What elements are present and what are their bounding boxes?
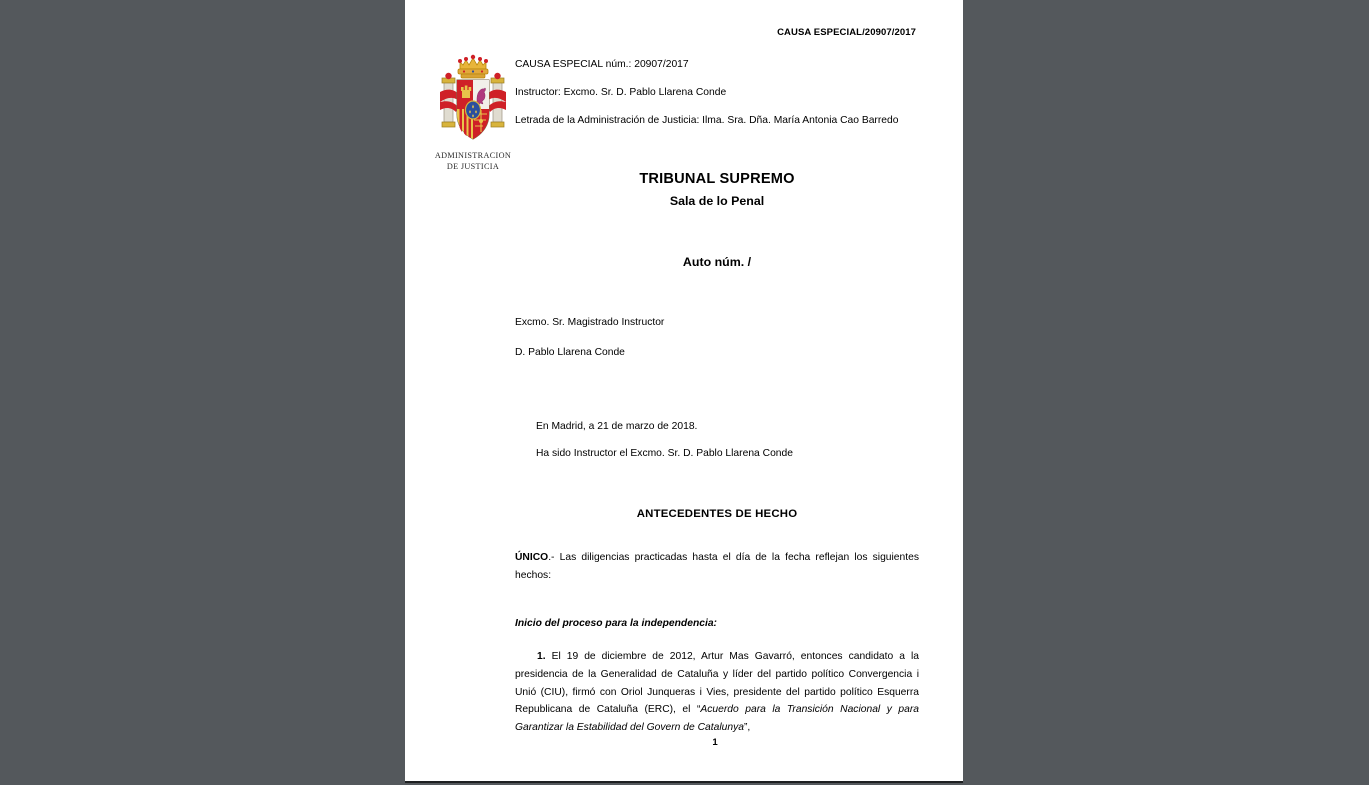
emblem-caption: [423, 151, 523, 172]
paragraph-1-text-part2: ”,: [743, 722, 751, 734]
emblem-caption-line2: DE JUSTICIA: [446, 161, 500, 171]
place-and-date: En Madrid, a 21 de marzo de 2018.: [536, 420, 698, 432]
emblem-caption-line1: ADMINISTRACION: [434, 151, 512, 160]
clerk-line: Letrada de la Administración de Justicia: Ilma. Sra. Dña. María Antonia Cao Barredo: [515, 114, 899, 126]
magistrate-role: Excmo. Sr. Magistrado Instructor: [515, 316, 665, 328]
document-body: [515, 58, 919, 737]
court-title: TRIBUNAL SUPREMO: [639, 170, 795, 187]
emblem-block: [423, 52, 523, 172]
paragraph-1-quoted-title: Acuerdo para la Transición Nacional y para Garantizar la Estabilidad del Govern de Catalunya: [515, 704, 919, 734]
page-number-value: 1: [712, 737, 718, 748]
section-heading-antecedentes: ANTECEDENTES DE HECHO: [636, 507, 798, 520]
document-page: [405, 0, 963, 783]
paragraph-1-text-part1: El 19 de diciembre de 2012, Artur Mas Gavarró, entonces candidato a la presidencia de la Generalidad de Cataluña y líder del partido político Convergencia i Unió (CIU), firmó con Oriol Junqueras i Vies, presidente del partido político Esquerra Republicana de Cataluña (ERC), el “: [515, 651, 919, 716]
magistrate-name: D. Pablo Llarena Conde: [515, 346, 625, 358]
paragraph-1-number: 1.: [537, 651, 546, 663]
running-header: CAUSA ESPECIAL/20907/2017: [777, 27, 916, 38]
unico-text: .- Las diligencias practicadas hasta el día de la fecha reflejan los siguientes hechos:: [515, 552, 919, 581]
instructor-line: Instructor: Excmo. Sr. D. Pablo Llarena Conde: [515, 86, 727, 98]
case-number-line: CAUSA ESPECIAL núm.: 20907/2017: [515, 59, 689, 70]
spanish-coat-of-arms-icon: [423, 52, 523, 148]
paragraph-1: [515, 648, 919, 737]
unico-label: ÚNICO: [515, 552, 549, 564]
instructor-note: Ha sido Instructor el Excmo. Sr. D. Pablo Llarena Conde: [536, 447, 793, 459]
paragraph-unico: [515, 549, 919, 584]
auto-number: Auto núm. /: [682, 254, 752, 269]
chamber-title: Sala de lo Penal: [669, 193, 765, 208]
page-number: [405, 737, 963, 748]
subheading-inicio-proceso: Inicio del proceso para la independencia:: [515, 617, 717, 629]
